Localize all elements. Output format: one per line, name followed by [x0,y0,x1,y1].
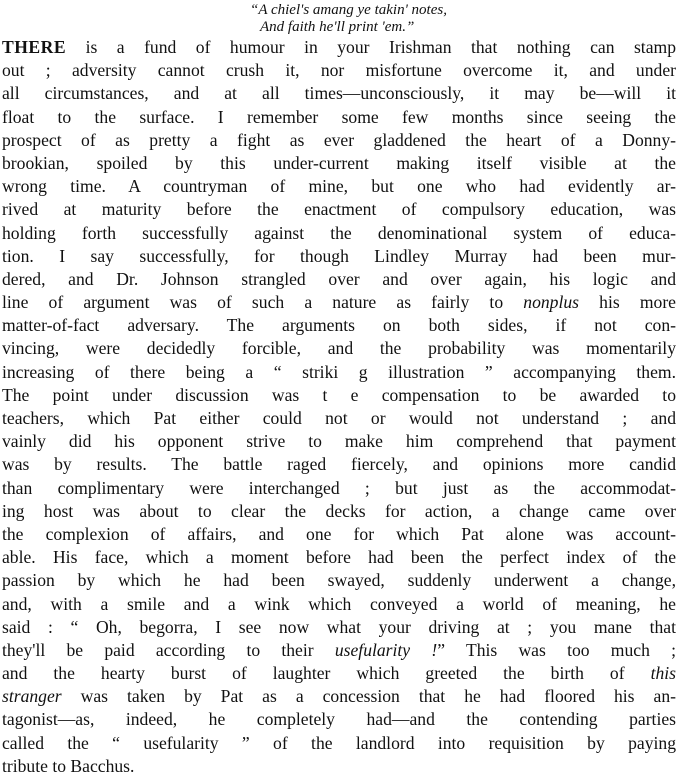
text-segment: and the hearty burst of laughter which greeted the birth of [2,663,651,684]
text-line-last: tribute to Bacchus. [2,755,135,776]
text-segment: they'll be paid according to their [2,639,335,660]
article-body [2,36,676,778]
italic-word: usefularity ! [334,639,438,660]
epigraph-line-2: And faith he'll print 'em.” [260,19,415,35]
text-line: matter-of-fact adversary. The arguments on both sides, if not con- [2,315,676,336]
italic-word: nonplus [523,292,580,313]
text-segment: his more [579,292,676,313]
italic-word: stranger [2,686,62,707]
text-line: tion. I say successfully, for though Lindley Murray had been mur- [2,245,676,266]
text-line: called the “ usefularity ” of the landlord into requisition by paying [2,732,676,753]
text-line: teachers, which Pat either could not or would not understand ; and [2,408,676,428]
text-line: was by results. The battle raged fiercely, and opinions more candid [2,454,676,475]
text-segment: was taken by Pat as a concession that he had floored his an- [61,686,676,707]
text-line: prospect of as pretty a fight as ever gladdened the heart of a Donny- [2,129,676,150]
text-line: increasing of there being a “ striki g illustration ” accompanying them. [2,361,676,382]
newspaper-clipping [2,0,676,776]
text-line: vincing, were decidedly forcible, and the probability was momentarily [2,338,676,359]
text-line [2,639,676,662]
text-line: ing host was about to clear the decks for action, a change came over [2,500,676,521]
text-segment: is a fund of humour in your Irishman that nothing can stamp [66,37,676,57]
text-line: all circumstances, and at all times—unconsciously, it may be—will it [2,83,676,104]
text-line: brookian, spoiled by this under-current making itself visible at the [2,152,676,173]
text-line [2,291,676,314]
text-segment: line of argument was of such a nature as fairly to [2,292,524,313]
lead-word: THERE [2,37,67,57]
text-line [2,36,676,59]
text-line [2,662,676,685]
text-line: passion by which he had been swayed, suddenly underwent a change, [2,570,676,591]
text-line: rived at maturity before the enactment of compulsory education, was [2,199,676,220]
text-line: The point under discussion was t e compensation to be awarded to [2,384,676,405]
text-line: vainly did his opponent strive to make him comprehend that payment [2,431,676,452]
text-line: float to the surface. I remember some few months since seeing the [2,106,676,127]
text-line: out ; adversity cannot crush it, nor misfortune overcome it, and under [2,60,676,81]
text-line: the complexion of affairs, and one for which Pat alone was account- [2,523,676,544]
italic-word: this [650,663,676,684]
text-line: dered, and Dr. Johnson strangled over and over again, his logic and [2,268,676,289]
text-line: and, with a smile and a wink which conveyed a world of meaning, he [2,593,676,614]
text-line: wrong time. A countryman of mine, but one who had evidently ar- [2,176,676,197]
text-line: holding forth successfully against the denominational system of educa- [2,222,676,243]
text-segment: ” This was too much ; [437,639,676,660]
text-line: tagonist—as, indeed, he completely had—and the contending parties [2,709,676,730]
text-line: said : “ Oh, begorra, I see now what your driving at ; you mane that [2,616,676,637]
text-line: than complimentary were interchanged ; but just as the accommodat- [2,477,676,498]
text-line: able. His face, which a moment before had been the perfect index of the [2,547,676,568]
epigraph-line-1: “A chiel's amang ye takin' notes, [250,2,447,18]
text-line [2,685,676,708]
